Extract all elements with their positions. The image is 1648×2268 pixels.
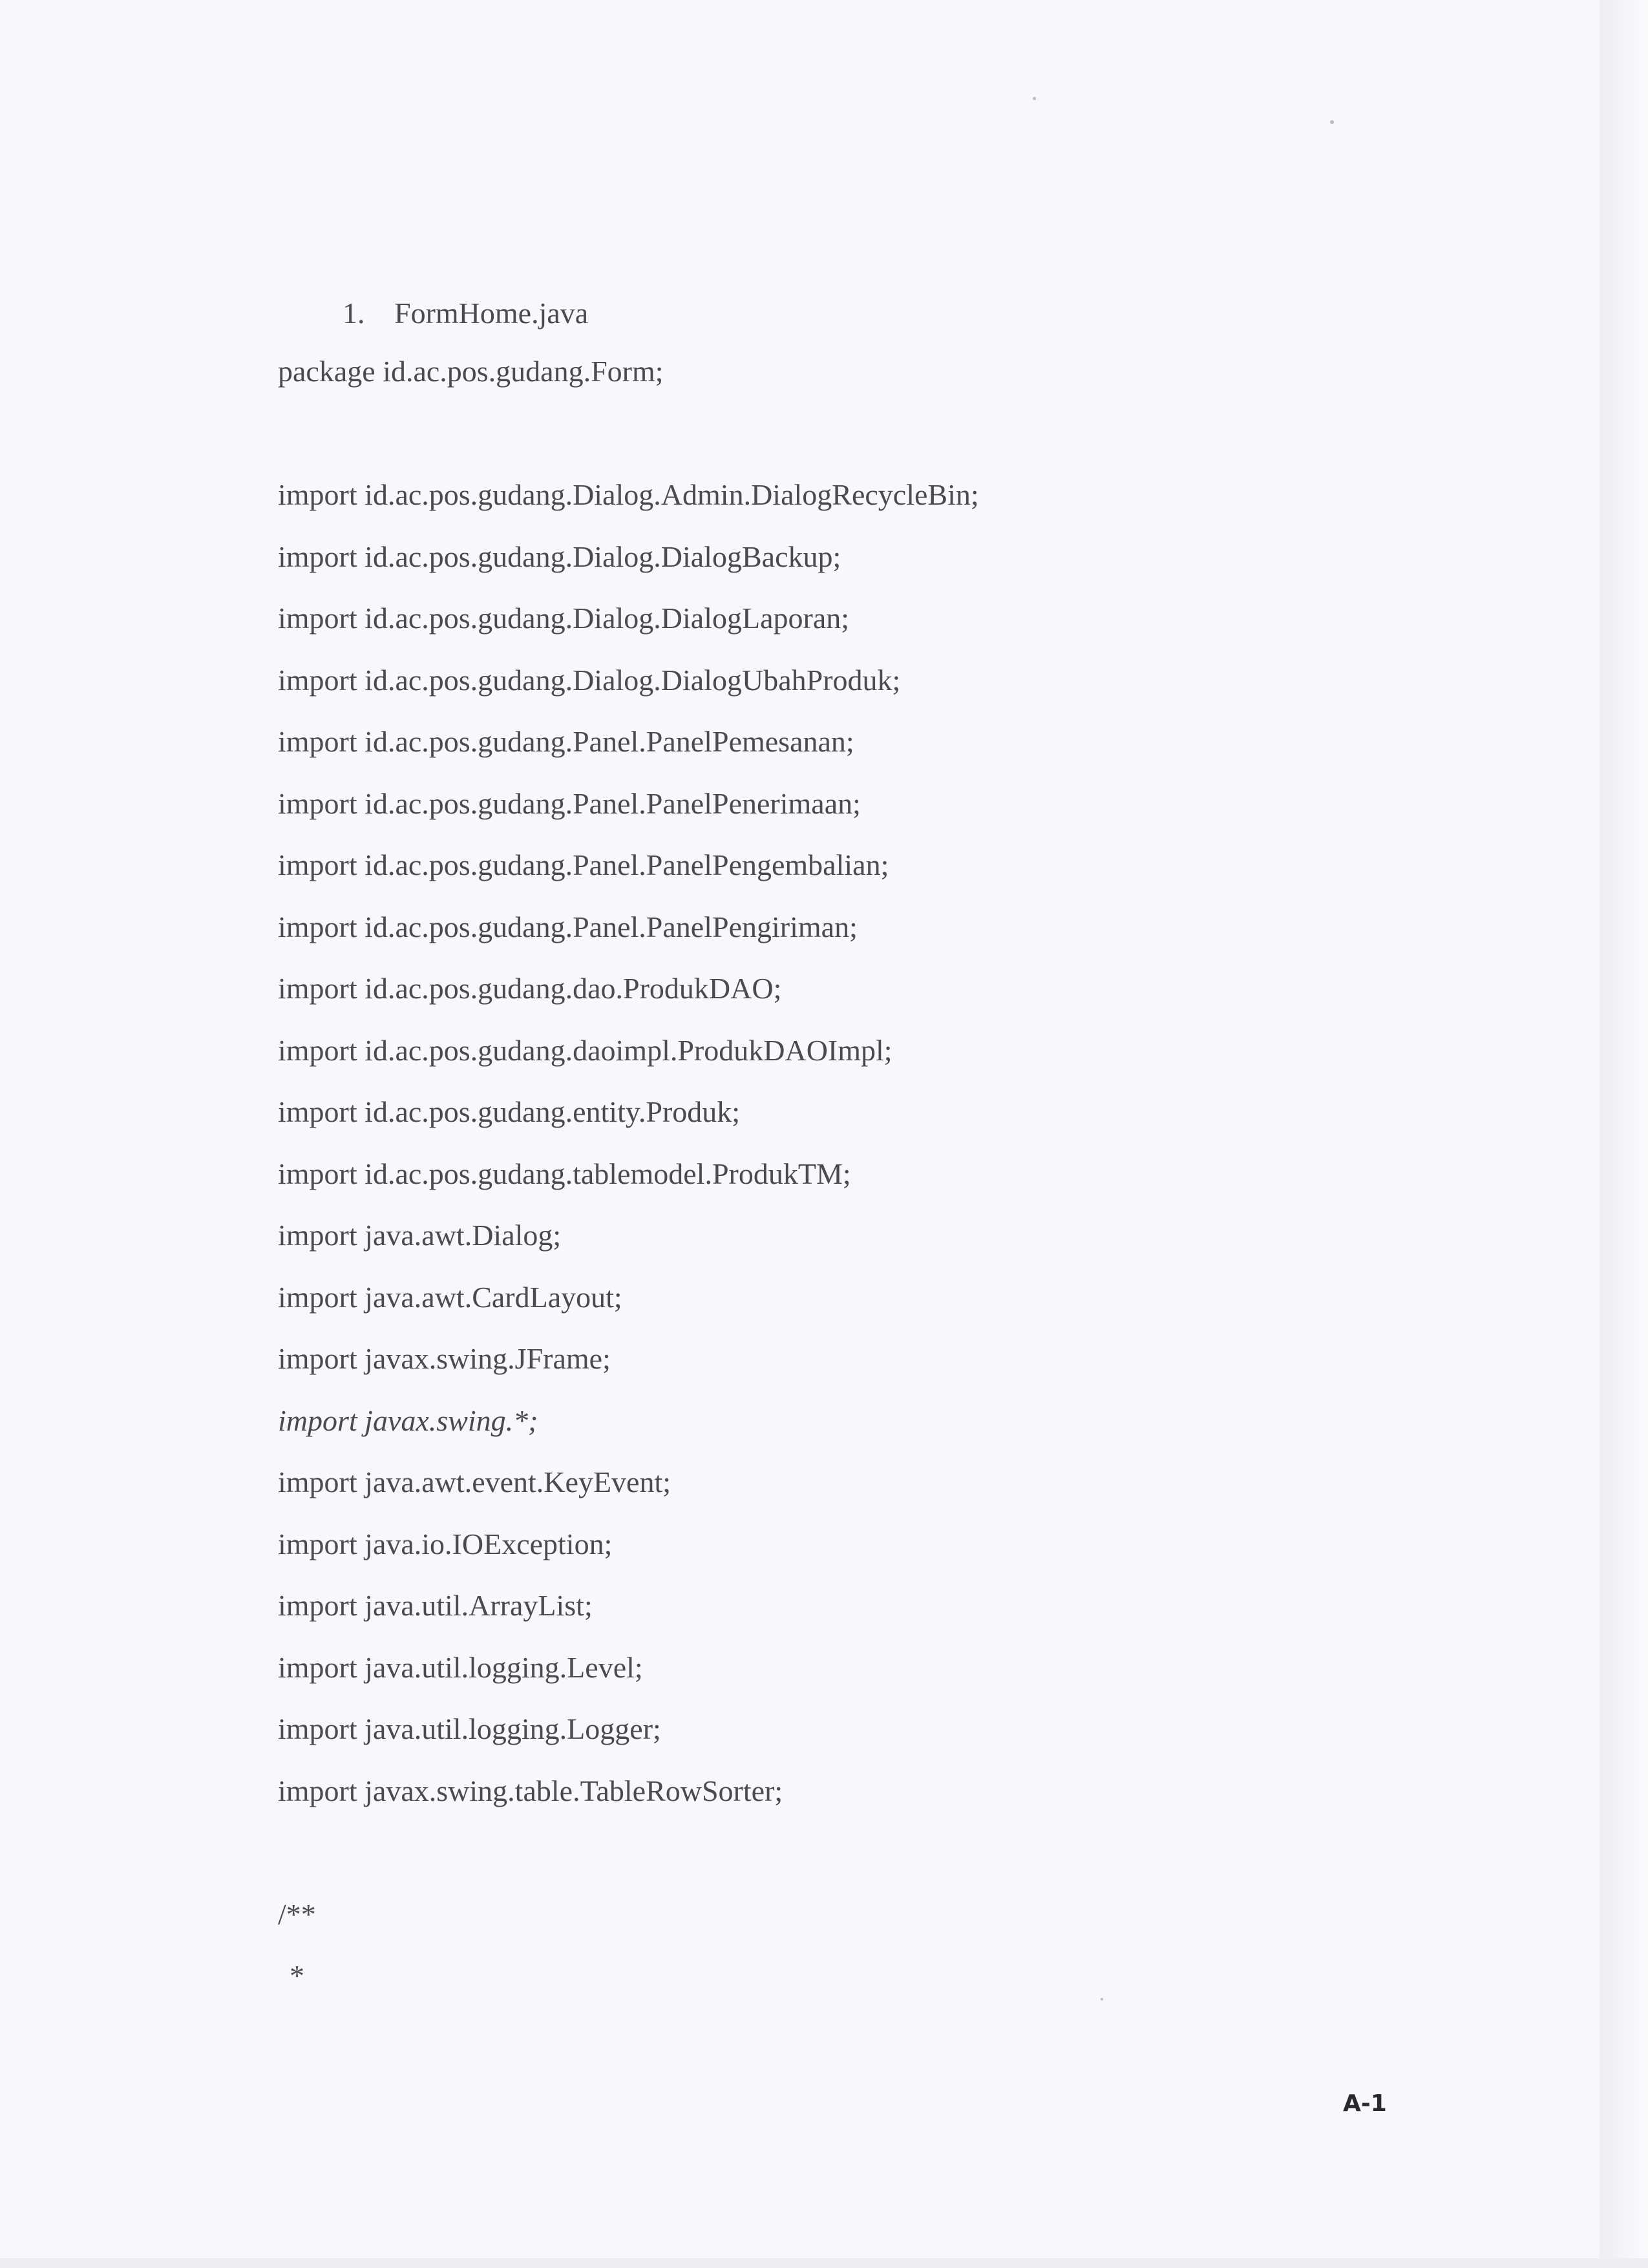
import-line: import id.ac.pos.gudang.Dialog.DialogLaporan; xyxy=(278,602,850,635)
import-line: import id.ac.pos.gudang.entity.Produk; xyxy=(278,1095,741,1128)
blank-line xyxy=(278,1830,979,1892)
blank-line xyxy=(278,411,979,473)
import-line: import javax.swing.*; xyxy=(278,1403,538,1437)
dust-speck xyxy=(1033,97,1036,100)
import-line: import id.ac.pos.gudang.daoimpl.ProdukDAOImpl; xyxy=(278,1033,893,1067)
import-line: import java.util.logging.Logger; xyxy=(278,1712,661,1745)
import-line: import id.ac.pos.gudang.dao.ProdukDAO; xyxy=(278,972,782,1005)
heading-number: 1. xyxy=(343,297,365,330)
import-line: import id.ac.pos.gudang.Dialog.DialogBackup; xyxy=(278,540,841,573)
import-line: import java.util.ArrayList; xyxy=(278,1589,593,1622)
import-line: import javax.swing.JFrame; xyxy=(278,1342,611,1375)
scan-bottom-edge xyxy=(0,2258,1648,2268)
import-line: import id.ac.pos.gudang.Panel.PanelPengembalian; xyxy=(278,848,889,881)
heading-title: FormHome.java xyxy=(394,297,589,330)
dust-speck xyxy=(1101,1998,1103,2000)
comment-line: * xyxy=(290,1959,304,1992)
import-line: import java.awt.Dialog; xyxy=(278,1219,562,1252)
import-line: import id.ac.pos.gudang.Dialog.Admin.DialogRecycleBin; xyxy=(278,478,979,511)
import-line: import java.util.logging.Level; xyxy=(278,1650,643,1684)
import-line: import id.ac.pos.gudang.tablemodel.ProdukTM; xyxy=(278,1157,851,1190)
comment-open-line: /** xyxy=(278,1897,316,1931)
section-heading xyxy=(343,291,588,336)
import-line: import java.io.IOException; xyxy=(278,1527,613,1560)
scan-edge xyxy=(1600,0,1648,2268)
import-line: import java.awt.event.KeyEvent; xyxy=(278,1465,671,1498)
import-line: import id.ac.pos.gudang.Panel.PanelPengiriman; xyxy=(278,910,858,943)
package-line: package id.ac.pos.gudang.Form; xyxy=(278,355,664,388)
page-number: A-1 xyxy=(1343,2090,1387,2117)
code-listing xyxy=(278,349,979,2015)
import-line: import id.ac.pos.gudang.Panel.PanelPenerimaan; xyxy=(278,786,861,820)
dust-speck xyxy=(1330,120,1334,124)
import-line: import javax.swing.table.TableRowSorter; xyxy=(278,1774,783,1807)
import-line: import id.ac.pos.gudang.Panel.PanelPemesanan; xyxy=(278,725,854,758)
import-line: import java.awt.CardLayout; xyxy=(278,1280,622,1314)
import-line: import id.ac.pos.gudang.Dialog.DialogUbahProduk; xyxy=(278,663,901,697)
